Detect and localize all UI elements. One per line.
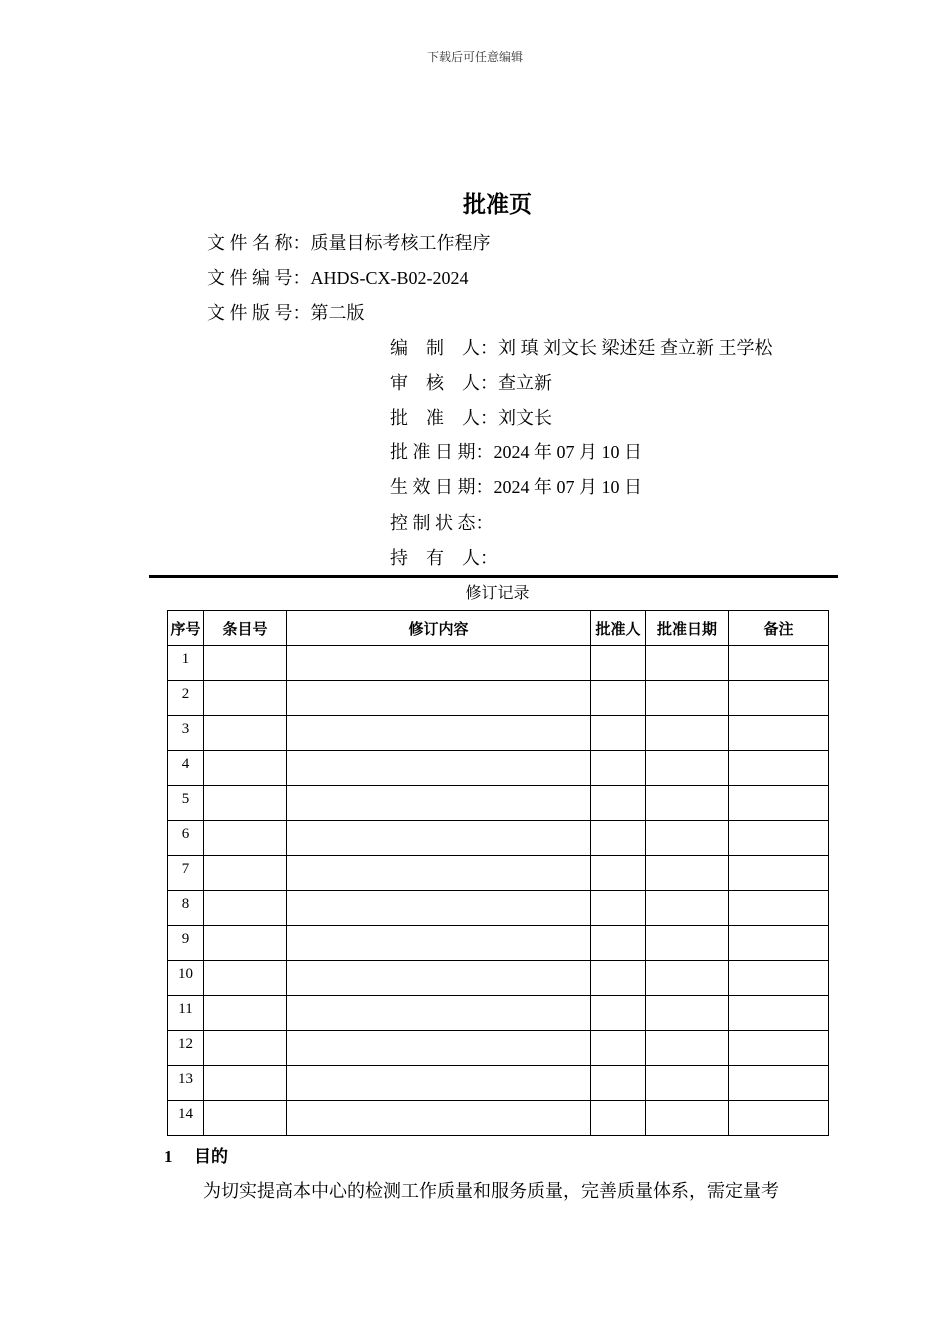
doc-version-value: 第二版	[310, 303, 365, 323]
approver-value: 刘文长	[498, 408, 552, 428]
row-number: 1	[168, 646, 204, 681]
clause-cell	[204, 786, 287, 821]
table-row	[168, 891, 829, 926]
doc-name-label: 文 件 名 称：	[207, 233, 311, 253]
doc-version-label: 文 件 版 号：	[207, 303, 311, 323]
table-row	[168, 646, 829, 681]
content-cell	[287, 681, 591, 716]
header-content: 修订内容	[287, 611, 591, 646]
content-cell	[287, 821, 591, 856]
content-cell	[287, 646, 591, 681]
approval-date-line	[390, 438, 642, 464]
table-row	[168, 716, 829, 751]
remarks-cell	[729, 856, 829, 891]
revision-table	[167, 610, 829, 1136]
compiler-value: 刘 瑱 刘文长 梁述廷 查立新 王学松	[498, 338, 773, 358]
content-cell	[287, 1066, 591, 1101]
doc-name-line	[207, 229, 491, 255]
remarks-cell	[729, 646, 829, 681]
effective-date-label: 生 效 日 期：	[390, 477, 494, 497]
revision-table-header-row	[168, 611, 829, 646]
approver-label: 批 准 人：	[390, 408, 498, 428]
clause-cell	[204, 996, 287, 1031]
approver-cell	[591, 681, 646, 716]
table-row	[168, 856, 829, 891]
row-number: 10	[168, 961, 204, 996]
approver-cell	[591, 716, 646, 751]
horizontal-rule	[149, 575, 838, 578]
table-row	[168, 926, 829, 961]
effective-date-line	[390, 473, 642, 499]
header-clause: 条目号	[204, 611, 287, 646]
clause-cell	[204, 891, 287, 926]
header-approver: 批准人	[591, 611, 646, 646]
compiler-line	[390, 334, 773, 360]
clause-cell	[204, 961, 287, 996]
header-seq: 序号	[168, 611, 204, 646]
approver-cell	[591, 961, 646, 996]
approval-date-cell	[646, 856, 729, 891]
control-status-label: 控 制 状 态：	[390, 513, 494, 533]
approver-cell	[591, 996, 646, 1031]
doc-name-value: 质量目标考核工作程序	[310, 233, 491, 253]
clause-cell	[204, 926, 287, 961]
content-cell	[287, 891, 591, 926]
body-paragraph: 为切实提高本中心的检测工作质量和服务质量，完善质量体系，需定量考	[203, 1181, 779, 1201]
content-cell	[287, 1101, 591, 1136]
remarks-cell	[729, 1101, 829, 1136]
reviewer-value: 查立新	[498, 373, 552, 393]
approval-date-cell	[646, 751, 729, 786]
approver-cell	[591, 1066, 646, 1101]
section-title: 目的	[194, 1147, 228, 1166]
control-status-line	[390, 509, 494, 535]
remarks-cell	[729, 751, 829, 786]
row-number: 11	[168, 996, 204, 1031]
clause-cell	[204, 856, 287, 891]
approval-date-cell	[646, 716, 729, 751]
content-cell	[287, 996, 591, 1031]
approval-date-cell	[646, 891, 729, 926]
table-row	[168, 751, 829, 786]
remarks-cell	[729, 1031, 829, 1066]
table-row	[168, 961, 829, 996]
row-number: 5	[168, 786, 204, 821]
approver-cell	[591, 646, 646, 681]
content-cell	[287, 961, 591, 996]
reviewer-line	[390, 369, 552, 395]
approval-date-cell	[646, 1101, 729, 1136]
row-number: 14	[168, 1101, 204, 1136]
approval-date-cell	[646, 996, 729, 1031]
approval-date-cell	[646, 1031, 729, 1066]
content-cell	[287, 716, 591, 751]
remarks-cell	[729, 891, 829, 926]
approver-cell	[591, 821, 646, 856]
clause-cell	[204, 1066, 287, 1101]
table-row	[168, 1101, 829, 1136]
reviewer-label: 审 核 人：	[390, 373, 498, 393]
remarks-cell	[729, 926, 829, 961]
remarks-cell	[729, 996, 829, 1031]
approver-cell	[591, 926, 646, 961]
compiler-label: 编 制 人：	[390, 338, 498, 358]
row-number: 4	[168, 751, 204, 786]
approver-cell	[591, 1101, 646, 1136]
approver-cell	[591, 891, 646, 926]
remarks-cell	[729, 1066, 829, 1101]
row-number: 3	[168, 716, 204, 751]
clause-cell	[204, 716, 287, 751]
clause-cell	[204, 646, 287, 681]
approval-date-cell	[646, 1066, 729, 1101]
table-row	[168, 821, 829, 856]
approver-cell	[591, 1031, 646, 1066]
approval-date-label: 批 准 日 期：	[390, 442, 494, 462]
doc-version-line	[207, 299, 365, 325]
row-number: 7	[168, 856, 204, 891]
content-cell	[287, 1031, 591, 1066]
table-row	[168, 1031, 829, 1066]
header-approval-date: 批准日期	[646, 611, 729, 646]
clause-cell	[204, 1031, 287, 1066]
clause-cell	[204, 751, 287, 786]
approval-date-cell	[646, 821, 729, 856]
row-number: 9	[168, 926, 204, 961]
doc-number-line	[207, 264, 469, 290]
clause-cell	[204, 681, 287, 716]
holder-line	[390, 544, 498, 570]
doc-number-label: 文 件 编 号：	[207, 268, 311, 288]
section-heading	[164, 1142, 228, 1167]
clause-cell	[204, 1101, 287, 1136]
remarks-cell	[729, 961, 829, 996]
section-number: 1	[164, 1147, 173, 1166]
approver-cell	[591, 856, 646, 891]
page-title: 批准页	[463, 192, 532, 217]
header-note: 下载后可任意编辑	[426, 50, 523, 64]
remarks-cell	[729, 821, 829, 856]
row-number: 6	[168, 821, 204, 856]
approval-date-cell	[646, 926, 729, 961]
table-row	[168, 1066, 829, 1101]
remarks-cell	[729, 681, 829, 716]
row-number: 2	[168, 681, 204, 716]
content-cell	[287, 786, 591, 821]
content-cell	[287, 926, 591, 961]
approval-date-cell	[646, 786, 729, 821]
clause-cell	[204, 821, 287, 856]
approver-line	[390, 404, 552, 430]
approver-cell	[591, 751, 646, 786]
remarks-cell	[729, 786, 829, 821]
approval-date-cell	[646, 961, 729, 996]
revision-table-caption: 修订记录	[465, 585, 530, 602]
effective-date-value: 2024 年 07 月 10 日	[493, 477, 642, 497]
approver-cell	[591, 786, 646, 821]
header-remarks: 备注	[729, 611, 829, 646]
holder-label: 持 有 人：	[390, 548, 498, 568]
content-cell	[287, 751, 591, 786]
doc-number-value: AHDS-CX-B02-2024	[310, 268, 469, 288]
table-row	[168, 681, 829, 716]
content-cell	[287, 856, 591, 891]
row-number: 8	[168, 891, 204, 926]
approval-date-cell	[646, 646, 729, 681]
row-number: 13	[168, 1066, 204, 1101]
table-row	[168, 786, 829, 821]
table-row	[168, 996, 829, 1031]
row-number: 12	[168, 1031, 204, 1066]
revision-table-body	[168, 646, 829, 1136]
remarks-cell	[729, 716, 829, 751]
approval-date-value: 2024 年 07 月 10 日	[493, 442, 642, 462]
approval-date-cell	[646, 681, 729, 716]
